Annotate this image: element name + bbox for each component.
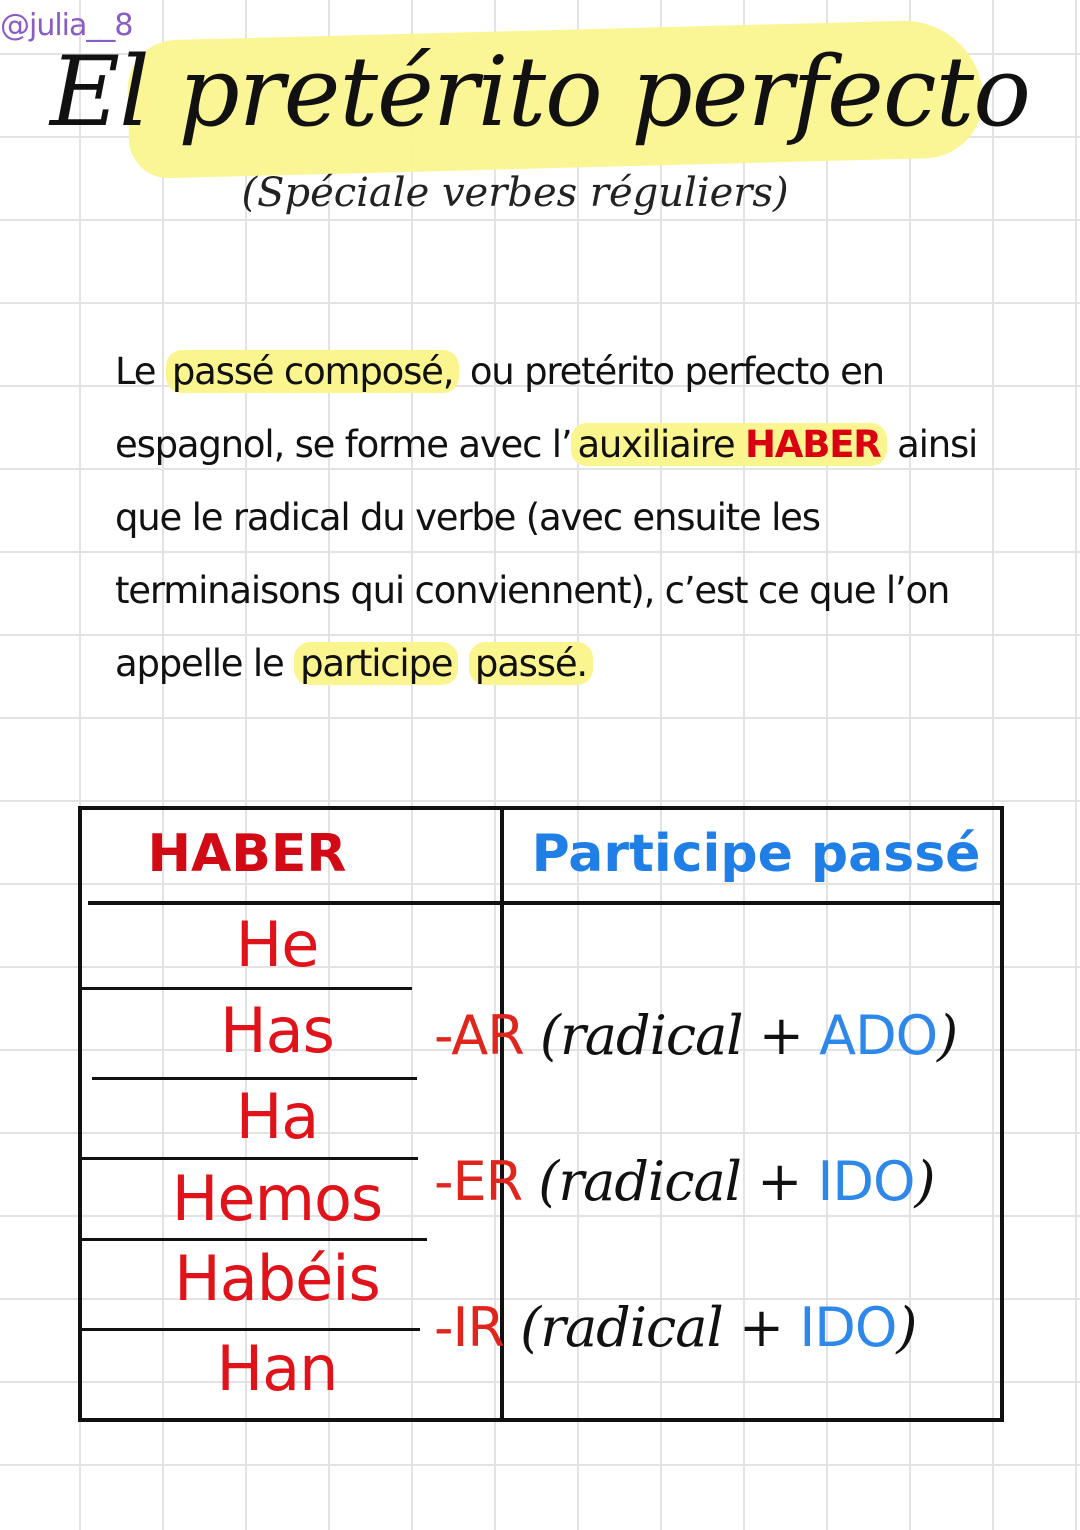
rule-er (434, 1150, 935, 1213)
paragraph-text (458, 642, 469, 685)
haber-form-habeis: Habéis (174, 1242, 380, 1315)
haber-header: HABER (147, 824, 347, 884)
header-divider (88, 901, 1000, 905)
intro-paragraph (115, 335, 1050, 700)
ending-er: -ER (434, 1150, 523, 1213)
ending-ar: -AR (434, 1004, 524, 1067)
highlight-participe: participe (294, 642, 458, 685)
close-paren: ) (937, 1004, 958, 1067)
rule-ir (434, 1296, 916, 1359)
ending-ir: -IR (434, 1296, 504, 1359)
haber-form-hemos: Hemos (171, 1162, 383, 1235)
haber-form-has: Has (220, 994, 334, 1067)
paragraph-text: Le (115, 350, 166, 393)
row-divider (82, 1238, 427, 1241)
page-title: El pretérito perfecto (50, 36, 1030, 148)
close-paren: ) (914, 1150, 935, 1213)
haber-word: HABER (745, 423, 881, 466)
row-divider (78, 1328, 420, 1331)
suffix-ido: IDO (817, 1150, 915, 1213)
haber-form-han: Han (216, 1332, 338, 1405)
highlight-passe-compose: passé composé, (166, 350, 459, 393)
author-handle: @julia__8 (0, 8, 133, 43)
close-paren: ) (896, 1296, 917, 1359)
participe-header: Participe passé (531, 824, 981, 884)
radical-plus: (radical + (522, 1150, 818, 1213)
suffix-ido: IDO (799, 1296, 897, 1359)
rule-ar (434, 1004, 957, 1067)
auxiliaire-word: auxiliaire (577, 423, 745, 466)
radical-plus: (radical + (523, 1004, 820, 1067)
paragraph-text: ainsi que le radical du verbe (avec ensuite les terminaisons qui conviennent), c’est ce que l’on appelle le (115, 423, 978, 685)
conjugation-table (78, 806, 1004, 1422)
row-divider (82, 1157, 418, 1160)
row-divider (82, 987, 412, 990)
radical-plus: (radical + (503, 1296, 800, 1359)
highlight-auxiliaire (571, 423, 886, 466)
page-subtitle: (Spéciale verbes réguliers) (241, 170, 789, 216)
haber-form-ha: Ha (235, 1080, 319, 1153)
paragraph-text: ou pretérito perfecto en espagnol, se forme avec l’ (115, 350, 884, 466)
highlight-passe: passé. (469, 642, 593, 685)
haber-form-he: He (235, 908, 319, 981)
suffix-ado: ADO (819, 1004, 938, 1067)
